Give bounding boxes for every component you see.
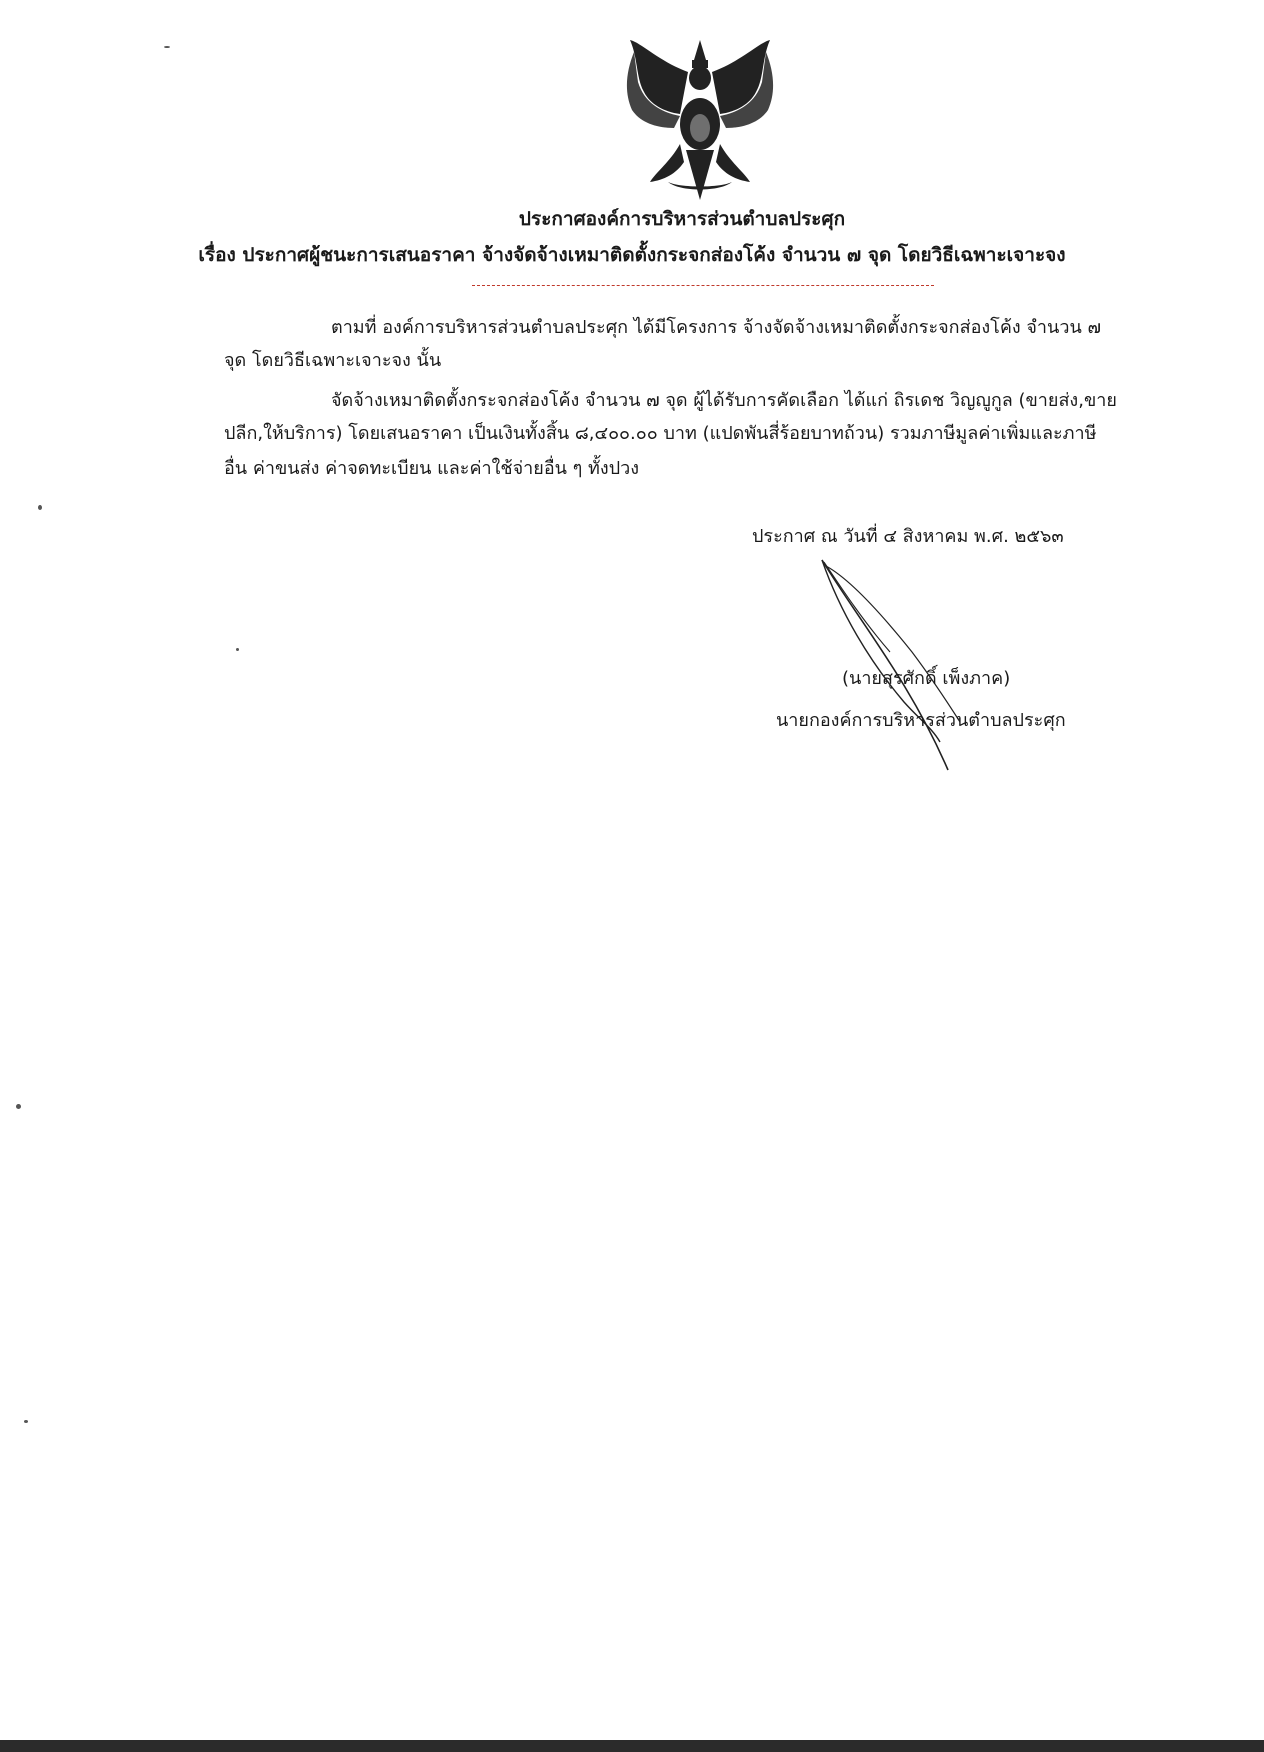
scan-speck: [24, 1420, 28, 1423]
document-title: ประกาศองค์การบริหารส่วนตำบลประศุก: [518, 208, 846, 230]
paragraph-1-line-2: จุด โดยวิธีเฉพาะเจาะจง นั้น: [224, 350, 442, 371]
signer-name: (นายสุรศักดิ์ เพ็งภาค): [842, 668, 1011, 689]
paragraph-1-line-1: ตามที่ องค์การบริหารส่วนตำบลประศุก ได้มีโครงการ จ้างจัดจ้างเหมาติดตั้งกระจกส่องโค้ง จำนวน ๗: [331, 317, 1102, 338]
scan-speck: [164, 46, 170, 48]
scan-bottom-edge: [0, 1740, 1264, 1752]
title-divider: [472, 285, 934, 286]
garuda-emblem-icon: [620, 32, 780, 202]
scan-speck: [38, 505, 42, 510]
paragraph-2-line-2: ปลีก,ให้บริการ) โดยเสนอราคา เป็นเงินทั้งสิ้น ๘,๔๐๐.๐๐ บาท (แปดพันสี่ร้อยบาทถ้วน) รวมภาษีมูลค่าเพิ่มและภาษี: [224, 423, 1097, 444]
scan-speck: [236, 648, 239, 651]
announce-date: ประกาศ ณ วันที่ ๔ สิงหาคม พ.ศ. ๒๕๖๓: [752, 526, 1064, 547]
paragraph-2-line-3: อื่น ค่าขนส่ง ค่าจดทะเบียน และค่าใช้จ่ายอื่น ๆ ทั้งปวง: [224, 458, 640, 479]
paragraph-2-line-1: จัดจ้างเหมาติดตั้งกระจกส่องโค้ง จำนวน ๗ จุด ผู้ได้รับการคัดเลือก ได้แก่ ถิรเดช วิญญูกูล (ขายส่ง,ขาย: [331, 390, 1117, 411]
signer-title: นายกองค์การบริหารส่วนตำบลประศุก: [776, 710, 1066, 731]
scan-speck: [16, 1104, 21, 1109]
document-subject: เรื่อง ประกาศผู้ชนะการเสนอราคา จ้างจัดจ้างเหมาติดตั้งกระจกส่องโค้ง จำนวน ๗ จุด โดยวิธีเฉพาะเจาะจง: [198, 244, 1066, 266]
